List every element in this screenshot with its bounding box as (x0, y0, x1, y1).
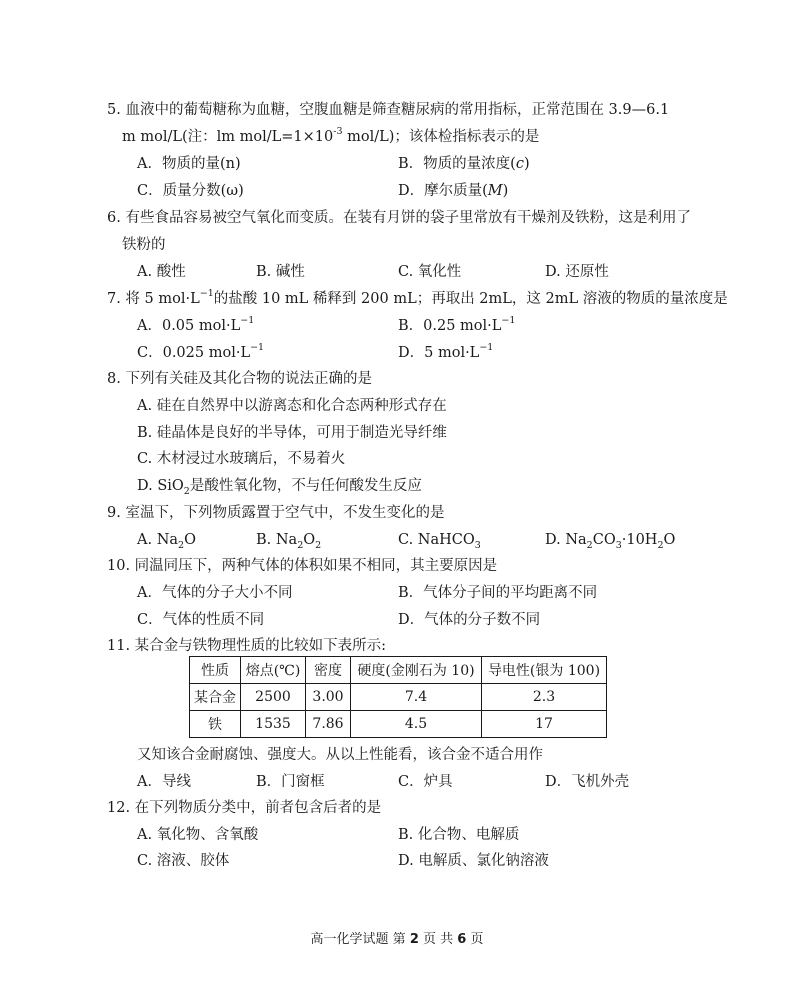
q10-option-a: A．气体的分子大小不同 (137, 585, 293, 601)
q6-option-c: C. 氧化性 (398, 264, 462, 280)
q5-option-b: B．物质的量浓度(c) (398, 156, 530, 172)
q8-option-d: D. SiO$_2$是酸性氧化物，不与任何酸发生反应 (137, 478, 422, 497)
table-cell: 7.86 (306, 711, 351, 738)
table-row (190, 711, 607, 738)
q7-option-c: C．0.025 $mol\cdot L^{-1}$ (137, 342, 265, 361)
page-total: 6 (457, 932, 467, 947)
q8-option-b: B. 硅晶体是良好的半导体，可用于制造光导纤维 (137, 425, 447, 441)
q8-option-c: C. 木材浸过水玻璃后，不易着火 (137, 451, 346, 467)
q8-option-a: A. 硅在自然界中以游离态和化合态两种形式存在 (137, 398, 447, 414)
q7-option-d: D．5 $mol\cdot L^{-1}$ (398, 342, 494, 361)
table-row (190, 684, 607, 711)
table-cell: 3.00 (306, 684, 351, 711)
table-cell: 2.3 (482, 684, 607, 711)
q5-stem-line2: m mol/L(注：lm mol/$L=1\times 10^{-3}$ mol/L)；该体检指标表示的是 (122, 126, 540, 145)
q12-option-d: D. 电解质、氯化钠溶液 (398, 853, 549, 869)
q5-option-c: C．质量分数(ω) (137, 183, 244, 199)
q12-option-a: A. 氧化物、含氧酸 (137, 827, 259, 843)
q10-option-b: B．气体分子间的平均距离不同 (398, 585, 598, 601)
table-header-cell: 密度 (306, 657, 351, 684)
q9-option-a: A. $Na_2O$ (137, 532, 196, 551)
q12-option-b: B. 化合物、电解质 (398, 827, 520, 843)
q11-option-c: C．炉具 (398, 774, 453, 790)
q9-option-c: C. NaHCO$_3$ (398, 532, 481, 551)
q5-stem-line1: 5. 血液中的葡萄糖称为血糖，空腹血糖是筛查糖尿病的常用指标，正常范围在 3.9—6.1 (107, 102, 670, 118)
table-cell: 1535 (241, 711, 306, 738)
q6-stem-line2: 铁粉的 (122, 237, 166, 253)
q10-stem: 10. 同温同压下，两种气体的体积如果不相同，其主要原因是 (107, 558, 498, 574)
q11-note: 又知该合金耐腐蚀、强度大。从以上性能看，该合金不适合用作 (137, 747, 543, 763)
page-number: 2 (409, 932, 419, 947)
table-cell: 2500 (241, 684, 306, 711)
q11-option-b: B．门窗框 (256, 774, 325, 790)
table-cell: 铁 (190, 711, 241, 738)
table-header-row (190, 657, 607, 684)
q7-option-a: A．0.05 $mol\cdot L^{-1}$ (137, 315, 255, 334)
table-header-cell: 熔点(℃) (241, 657, 306, 684)
q11-stem: 11. 某合金与铁物理性质的比较如下表所示: (107, 638, 387, 654)
q10-option-d: D．气体的分子数不同 (398, 612, 541, 628)
table-cell: 17 (482, 711, 607, 738)
q11-option-d: D．飞机外壳 (545, 774, 630, 790)
q5-option-a: A．物质的量(n) (137, 156, 241, 172)
q6-stem-line1: 6. 有些食品容易被空气氧化而变质。在装有月饼的袋子里常放有干燥剂及铁粉，这是利用了 (107, 210, 691, 226)
table-cell: 某合金 (190, 684, 241, 711)
q9-stem: 9. 室温下，下列物质露置于空气中，不发生变化的是 (107, 505, 445, 521)
page-footer: 高一化学试题 第 2 页 共 6 页 (310, 932, 484, 947)
q8-stem: 8. 下列有关硅及其化合物的说法正确的是 (107, 371, 372, 387)
q12-stem: 12. 在下列物质分类中，前者包含后者的是 (107, 800, 382, 816)
alloy-comparison-table (189, 656, 607, 738)
q6-option-d: D. 还原性 (545, 264, 609, 280)
q9-option-d: D. $Na_2CO_3\cdot 10H_2O$ (545, 532, 676, 551)
q11-option-a: A．导线 (137, 774, 191, 790)
q6-option-a: A. 酸性 (137, 264, 186, 280)
table-header-cell: 导电性(银为 100) (482, 657, 607, 684)
table-header-cell: 性质 (190, 657, 241, 684)
q12-option-c: C. 溶液、胶体 (137, 853, 230, 869)
table-cell: 7.4 (351, 684, 482, 711)
table-header-cell: 硬度(金刚石为 10) (351, 657, 482, 684)
table-cell: 4.5 (351, 711, 482, 738)
q9-option-b: B. $Na_2O_2$ (256, 532, 322, 551)
q7-stem: 7. 将 5 $mol\cdot L^{-1}$的盐酸 10 mL 稀释到 200 mL；再取出 2mL，这 2mL 溶液的物质的量浓度是 (107, 288, 728, 307)
q5-option-d: D．摩尔质量(M) (398, 183, 509, 199)
q10-option-c: C．气体的性质不同 (137, 612, 265, 628)
q7-option-b: B．0.25 $mol\cdot L^{-1}$ (398, 315, 516, 334)
q6-option-b: B. 碱性 (256, 264, 305, 280)
